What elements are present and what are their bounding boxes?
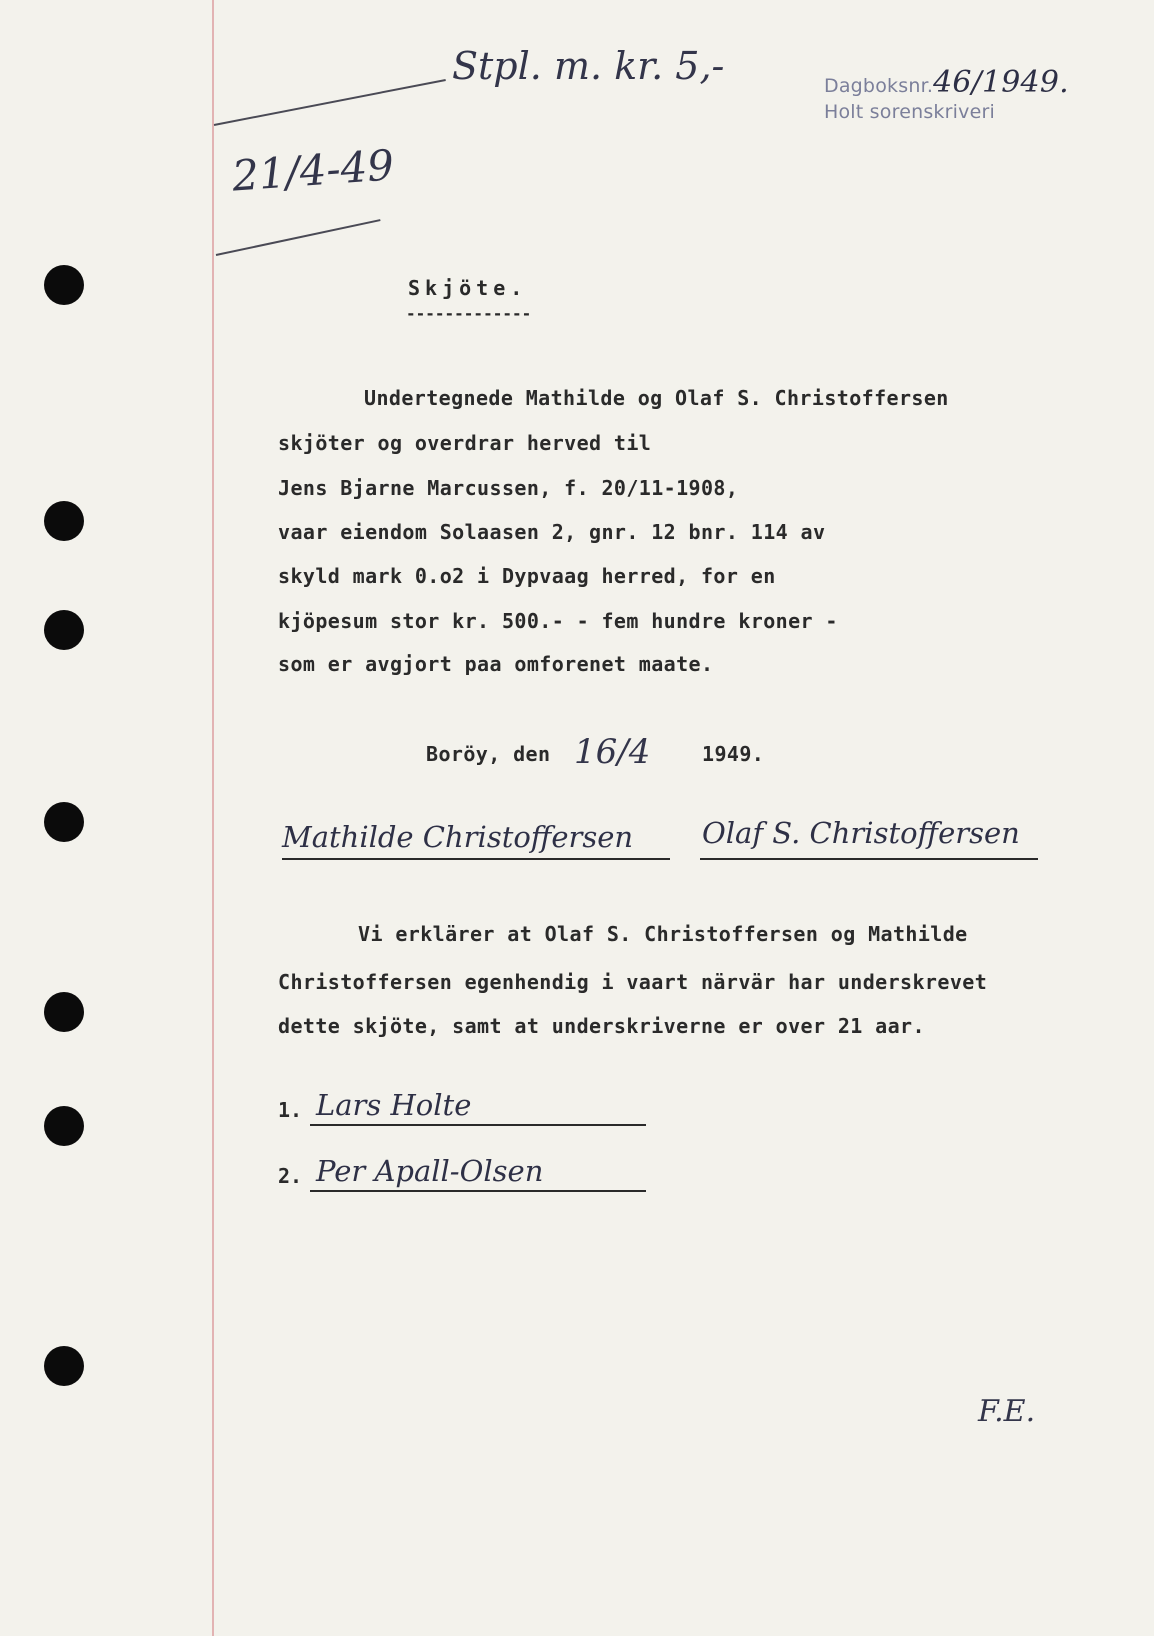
witness-line: Vi erklärer at Olaf S. Christoffersen og Mathilde (358, 922, 968, 946)
punch-hole (44, 802, 84, 842)
body-line: skyld mark 0.o2 i Dypvaag herred, for en (278, 564, 776, 588)
witness-signature-line (310, 1124, 646, 1126)
punch-hole (44, 265, 84, 305)
year-text: 1949. (702, 742, 765, 766)
fee-note: Stpl. m. kr. 5,- (452, 44, 725, 88)
signature-mathilde: Mathilde Christoffersen (282, 820, 634, 854)
body-line: som er avgjort paa omforenet maate. (278, 652, 714, 676)
body-line: kjöpesum stor kr. 500.- - fem hundre kroner - (278, 609, 838, 633)
witness-line: dette skjöte, samt at underskriverne er over 21 aar. (278, 1014, 925, 1038)
witness-number: 1. (278, 1098, 303, 1122)
margin-line (212, 0, 214, 1636)
initials-note: F.E. (978, 1394, 1036, 1429)
signature-line (282, 858, 670, 860)
signature-line (700, 858, 1038, 860)
document-title: Skjöte. (408, 276, 528, 300)
stamp-journal-number: 46/1949. (933, 65, 1069, 100)
punch-hole (44, 610, 84, 650)
stamp-office: Holt sorenskriveri (824, 101, 995, 123)
punch-hole (44, 501, 84, 541)
punch-hole (44, 1106, 84, 1146)
title-underline: ------------- (406, 304, 532, 323)
witness-number: 2. (278, 1164, 303, 1188)
registry-stamp (824, 65, 1069, 125)
body-line: vaar eiendom Solaasen 2, gnr. 12 bnr. 114 av (278, 520, 826, 544)
date-note: 21/4-49 (230, 140, 396, 201)
punch-hole (44, 992, 84, 1032)
place-text: Boröy, den (426, 742, 551, 766)
signature-olaf: Olaf S. Christoffersen (702, 816, 1020, 850)
witness-signature: Lars Holte (316, 1088, 472, 1122)
pen-stroke (214, 79, 446, 126)
body-line: Undertegnede Mathilde og Olaf S. Christoffersen (364, 386, 949, 410)
body-line: skjöter og overdrar herved til (278, 431, 652, 455)
handwritten-date: 16/4 (574, 732, 651, 772)
stamp-journal-label: Dagboksnr. (824, 75, 934, 97)
body-line: Jens Bjarne Marcussen, f. 20/11-1908, (278, 476, 739, 500)
witness-line: Christoffersen egenhendig i vaart närvär har underskrevet (278, 970, 988, 994)
punch-hole (44, 1346, 84, 1386)
pen-stroke (216, 219, 381, 256)
witness-signature-line (310, 1190, 646, 1192)
witness-signature: Per Apall-Olsen (316, 1154, 544, 1188)
